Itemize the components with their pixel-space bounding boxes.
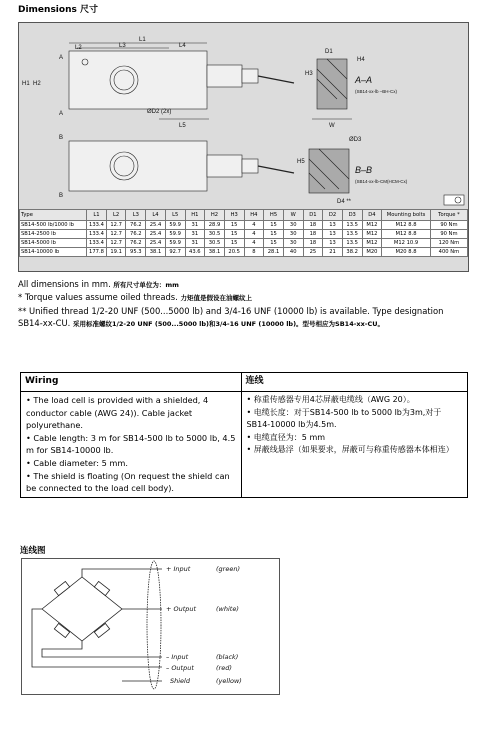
table-cell: 25.4 xyxy=(146,221,166,230)
dim-label-l2: L2 xyxy=(75,45,82,51)
table-cell: 120 Nm xyxy=(430,239,467,248)
table-cell: 59.9 xyxy=(165,221,185,230)
table-cell: 15 xyxy=(224,239,244,248)
table-cell: 12.7 xyxy=(106,230,126,239)
col-header: H4 xyxy=(244,210,264,221)
note-thread xyxy=(18,305,470,331)
table-cell: 31 xyxy=(185,221,205,230)
note-units xyxy=(18,278,470,291)
load-cell-drawing xyxy=(19,23,468,209)
section-label-a-top: A xyxy=(59,55,64,61)
col-header: D4 xyxy=(362,210,382,221)
table-cell: 13.5 xyxy=(342,221,362,230)
list-item: • 电缆直径为：5 mm xyxy=(246,432,326,442)
bridge-resistor xyxy=(54,581,69,595)
note-torque xyxy=(18,291,470,304)
table-cell: 13 xyxy=(323,221,343,230)
table-cell: M12 8.8 xyxy=(382,230,431,239)
note-torque-text: * Torque values assume oiled threads. xyxy=(18,292,178,303)
col-header: D2 xyxy=(323,210,343,221)
col-header: L5 xyxy=(165,210,185,221)
bridge-circuit xyxy=(22,559,279,694)
note-units-text: All dimensions in mm. xyxy=(18,279,111,289)
table-cell: 25.4 xyxy=(146,239,166,248)
table-cell: 30 xyxy=(283,221,303,230)
note-thread-text: ** Unified thread 1/2-20 UNF (500...5000 lb) and 3/4-16 UNF (10000 lb) is available. Type designation SB14-xx-CU. xyxy=(18,305,444,328)
table-row xyxy=(20,221,468,230)
dim-label-h4: H4 xyxy=(357,57,365,63)
wiring-cn-cell xyxy=(241,392,467,498)
dimension-notes xyxy=(18,278,470,330)
col-header: L2 xyxy=(106,210,126,221)
wiring-en-cell xyxy=(21,392,242,498)
table-cell: SB14-500 lb/1000 lb xyxy=(20,221,87,230)
wiring-table xyxy=(20,372,468,498)
col-header: D3 xyxy=(342,210,362,221)
list-item: • The shield is floating (On request the shield can be connected to the load cell body). xyxy=(26,470,230,494)
table-cell: 4 xyxy=(244,230,264,239)
table-cell: 76.2 xyxy=(126,230,146,239)
table-cell: 133.4 xyxy=(87,221,107,230)
table-cell: 21 xyxy=(323,248,343,257)
bridge-resistor xyxy=(94,581,109,595)
section-label-b-bottom: B xyxy=(59,193,64,199)
col-header: H3 xyxy=(224,210,244,221)
table-cell: M12 10.9 xyxy=(382,239,431,248)
col-header: Type xyxy=(20,210,87,221)
list-item: • The load cell is provided with a shielded, 4 conductor cable (AWG 24)). Cable jacket polyurethane. xyxy=(26,395,209,431)
table-cell: 18 xyxy=(303,221,323,230)
dim-label-h3: H3 xyxy=(305,71,313,77)
table-row xyxy=(20,230,468,239)
table-cell: 15 xyxy=(264,230,284,239)
table-cell: 19.1 xyxy=(106,248,126,257)
wire-color-label: (yellow) xyxy=(216,677,242,685)
table-cell: 4 xyxy=(244,221,264,230)
wire-color-label: (green) xyxy=(216,565,240,573)
table-cell: 15 xyxy=(224,221,244,230)
dim-label-l1: L1 xyxy=(139,37,146,43)
table-cell: 15 xyxy=(264,221,284,230)
table-cell: 8 xyxy=(244,248,264,257)
wire-color-label: (black) xyxy=(216,653,239,661)
table-cell: 90 Nm xyxy=(430,230,467,239)
table-cell: 76.2 xyxy=(126,221,146,230)
dim-label-d4: D4 ** xyxy=(337,199,352,205)
wire-color-label: (white) xyxy=(216,605,239,613)
table-cell: 20.5 xyxy=(224,248,244,257)
col-header: H2 xyxy=(205,210,225,221)
note-torque-cn: 力矩值是假设在油螺纹上 xyxy=(180,294,252,303)
table-cell: 25 xyxy=(303,248,323,257)
table-cell: 12.7 xyxy=(106,239,126,248)
table-cell: 30 xyxy=(283,230,303,239)
col-header: D1 xyxy=(303,210,323,221)
dim-label-h5: H5 xyxy=(297,159,305,165)
table-cell: 92.7 xyxy=(165,248,185,257)
table-cell: 133.4 xyxy=(87,230,107,239)
section-a-title: A–A xyxy=(355,75,373,85)
table-cell: 13.5 xyxy=(342,230,362,239)
dim-label-l3: L3 xyxy=(119,43,126,49)
table-cell: 28.1 xyxy=(264,248,284,257)
dim-label-d1: D1 xyxy=(325,49,333,55)
dimension-drawing xyxy=(18,22,469,272)
table-cell: 38.1 xyxy=(205,248,225,257)
table-cell: 38.1 xyxy=(146,248,166,257)
table-cell: 4 xyxy=(244,239,264,248)
wire-color-label: (red) xyxy=(216,664,232,672)
dim-label-d2: ØD2 (2x) xyxy=(147,109,172,115)
col-header: L3 xyxy=(126,210,146,221)
col-header: W xyxy=(283,210,303,221)
list-item: • 屏蔽线悬浮（如果要求，屏蔽可与称重传感器本体相连） xyxy=(246,445,454,455)
list-item: • 电缆长度：对于SB14-500 lb to 5000 lb为3m,对于SB14-10000 lb为4.5m. xyxy=(246,407,442,430)
table-cell: 38.2 xyxy=(342,248,362,257)
table-cell: 15 xyxy=(264,239,284,248)
table-cell: 30.5 xyxy=(205,239,225,248)
table-cell: 43.6 xyxy=(185,248,205,257)
col-header: H1 xyxy=(185,210,205,221)
dim-label-h2: H2 xyxy=(33,81,41,87)
wire-signal-label: – Input xyxy=(166,653,189,661)
section-b-subtitle: (SB14-xx-lb-CM(HCM-Cx) xyxy=(355,179,408,184)
table-cell: 15 xyxy=(224,230,244,239)
table-cell: 13 xyxy=(323,239,343,248)
table-cell: 13 xyxy=(323,230,343,239)
table-cell: 18 xyxy=(303,239,323,248)
table-cell: 18 xyxy=(303,230,323,239)
list-item: • 称重传感器专用4芯屏蔽电缆线（AWG 20）。 xyxy=(246,395,415,404)
table-cell: SB14-2500 lb xyxy=(20,230,87,239)
note-thread-cn: 采用标准螺纹1/2-20 UNF (500...5000 lb)和3/4-16 UNF (10000 lb)。型号相应为SB14-xx-CU。 xyxy=(73,319,385,328)
section-b-title: B–B xyxy=(355,165,373,175)
wiring-table-header xyxy=(21,373,468,392)
table-row xyxy=(20,248,468,257)
table-cell: M20 8.8 xyxy=(382,248,431,257)
table-cell: 76.2 xyxy=(126,239,146,248)
table-cell: M12 xyxy=(362,230,382,239)
wiring-diagram xyxy=(21,558,280,695)
dim-label-d3: ØD3 xyxy=(349,137,362,143)
table-cell: M12 xyxy=(362,239,382,248)
section-label-b-top: B xyxy=(59,135,64,141)
table-cell: 59.9 xyxy=(165,239,185,248)
table-cell: 13.5 xyxy=(342,239,362,248)
table-row xyxy=(20,239,468,248)
table-cell: SB14-5000 lb xyxy=(20,239,87,248)
table-cell: M20 xyxy=(362,248,382,257)
table-cell: 90 Nm xyxy=(430,221,467,230)
table-cell: 59.9 xyxy=(165,230,185,239)
table-cell: 12.7 xyxy=(106,221,126,230)
col-header: H5 xyxy=(264,210,284,221)
col-header: Torque * xyxy=(430,210,467,221)
bridge-resistor xyxy=(54,623,69,637)
spec-table-header xyxy=(20,210,468,221)
table-cell: M12 8.8 xyxy=(382,221,431,230)
note-units-cn: 所有尺寸单位为：mm xyxy=(113,281,179,289)
dim-label-h1: H1 xyxy=(22,81,30,87)
dimensions-heading: Dimensions 尺寸 xyxy=(18,5,98,15)
col-header: L1 xyxy=(87,210,107,221)
wire-signal-label: – Output xyxy=(166,664,194,672)
table-cell: 177.8 xyxy=(87,248,107,257)
table-cell: 95.3 xyxy=(126,248,146,257)
wiring-diagram-title: 连线图 xyxy=(20,546,46,556)
dim-label-l5: L5 xyxy=(179,123,186,129)
wiring-header-cn: 连线 xyxy=(241,373,467,392)
bridge-resistor xyxy=(94,623,109,637)
wiring-header-en: Wiring xyxy=(21,373,242,392)
wire-signal-label: + Output xyxy=(166,605,197,613)
section-label-a-bottom: A xyxy=(59,111,64,117)
table-cell: 400 Nm xyxy=(430,248,467,257)
list-item: • Cable diameter: 5 mm. xyxy=(26,457,128,468)
table-cell: 40 xyxy=(283,248,303,257)
table-cell: 31 xyxy=(185,230,205,239)
table-cell: 133.4 xyxy=(87,239,107,248)
table-cell: M12 xyxy=(362,221,382,230)
dimension-spec-table xyxy=(19,209,468,257)
list-item: • Cable length: 3 m for SB14-500 lb to 5000 lb, 4.5 m for SB14-10000 lb. xyxy=(26,432,236,456)
table-cell: SB14-10000 lb xyxy=(20,248,87,257)
table-cell: 30.5 xyxy=(205,230,225,239)
col-header: L4 xyxy=(146,210,166,221)
wire-signal-label: + Input xyxy=(166,565,191,573)
section-a-subtitle: (SB14-xx-lb –BH-Cx) xyxy=(355,89,398,94)
table-cell: 28.9 xyxy=(205,221,225,230)
table-cell: 30 xyxy=(283,239,303,248)
wiring-table-body xyxy=(21,392,468,498)
table-cell: 25.4 xyxy=(146,230,166,239)
table-cell: 31 xyxy=(185,239,205,248)
col-header: Mounting bolts xyxy=(382,210,431,221)
wire-signal-label: Shield xyxy=(170,677,190,685)
dim-label-w: W xyxy=(329,123,335,129)
dim-label-l4: L4 xyxy=(179,43,186,49)
